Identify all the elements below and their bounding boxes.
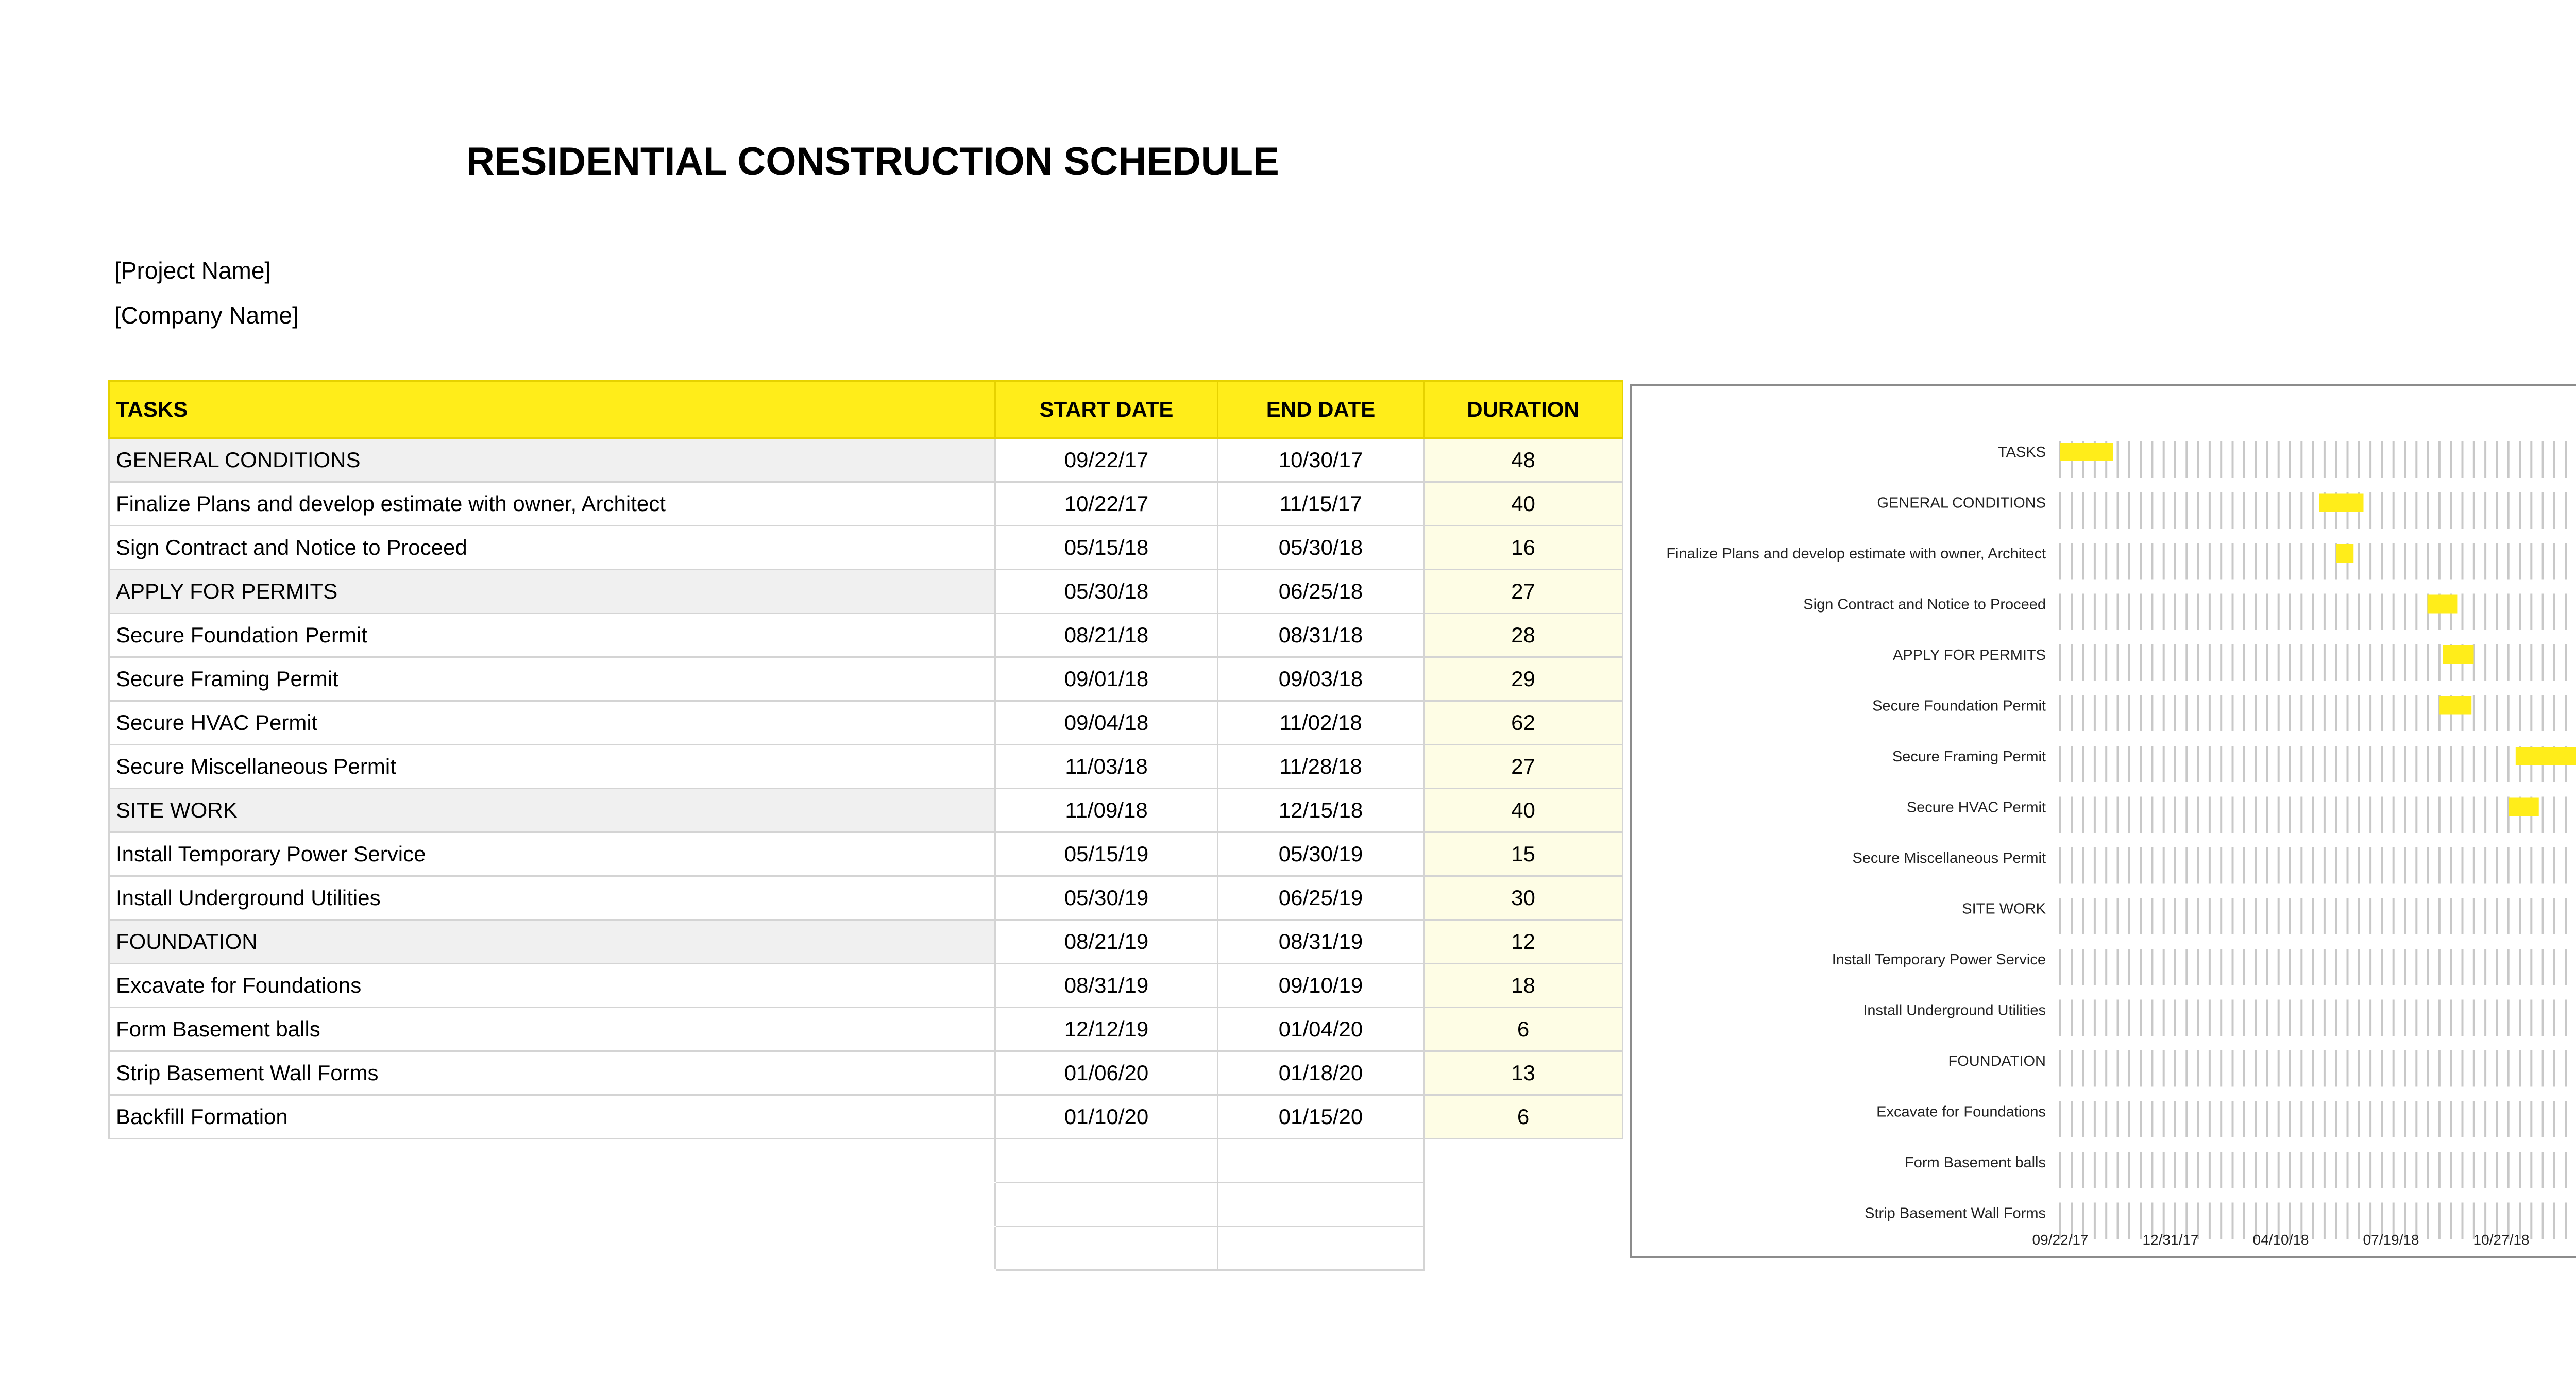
table-row[interactable] [109,1008,1623,1051]
cell-duration[interactable]: 40 [1424,789,1623,832]
table-row[interactable] [109,657,1623,701]
cell-duration[interactable]: 40 [1424,482,1623,526]
blank-date-cell[interactable] [995,1183,1218,1227]
cell-end-date[interactable]: 06/25/19 [1218,876,1424,920]
cell-task[interactable]: Strip Basement Wall Forms [109,1051,995,1095]
gantt-chart-svg [1632,386,2576,1261]
cell-task[interactable]: Sign Contract and Notice to Proceed [109,526,995,570]
cell-start-date[interactable]: 08/21/18 [995,614,1218,657]
project-name: [Project Name] [114,257,272,284]
cell-task[interactable]: Form Basement balls [109,1008,995,1051]
category-label: FOUNDATION [1948,1053,2046,1069]
cell-start-date[interactable]: 08/31/19 [995,964,1218,1008]
cell-end-date[interactable]: 09/10/19 [1218,964,1424,1008]
cell-start-date[interactable]: 11/09/18 [995,789,1218,832]
cell-start-date[interactable]: 09/01/18 [995,657,1218,701]
category-label: SITE WORK [1962,900,2046,917]
cell-duration[interactable]: 30 [1424,876,1623,920]
gantt-bar[interactable] [2336,544,2353,563]
cell-duration[interactable]: 29 [1424,657,1623,701]
cell-duration[interactable]: 12 [1424,920,1623,964]
x-tick-label: 09/22/17 [2032,1232,2089,1248]
category-label: Finalize Plans and develop estimate with owner, Architect [1666,546,2046,562]
blank-cell [1424,1183,1623,1227]
cell-start-date[interactable]: 01/10/20 [995,1095,1218,1139]
gantt-bar[interactable] [2319,494,2364,512]
blank-date-cell[interactable] [995,1227,1218,1270]
cell-end-date[interactable]: 09/03/18 [1218,657,1424,701]
table-row[interactable] [109,482,1623,526]
cell-task[interactable]: Secure Foundation Permit [109,614,995,657]
cell-end-date[interactable]: 08/31/19 [1218,920,1424,964]
cell-duration[interactable]: 28 [1424,614,1623,657]
category-label: Form Basement balls [1905,1154,2046,1171]
table-row[interactable] [109,832,1623,876]
cell-duration[interactable]: 6 [1424,1008,1623,1051]
cell-start-date[interactable]: 09/22/17 [995,438,1218,482]
blank-cell [109,1183,995,1227]
table-row[interactable] [109,1051,1623,1095]
gantt-chart [1630,384,2576,1258]
cell-start-date[interactable]: 12/12/19 [995,1008,1218,1051]
cell-duration[interactable]: 18 [1424,964,1623,1008]
table-row[interactable] [109,438,1623,482]
gantt-bar[interactable] [2443,645,2474,664]
x-tick-label: 04/10/18 [2252,1232,2309,1248]
table-row[interactable] [109,920,1623,964]
cell-duration[interactable]: 27 [1424,745,1623,789]
company-name: [Company Name] [114,302,299,329]
cell-start-date[interactable]: 11/03/18 [995,745,1218,789]
category-label: Excavate for Foundations [1876,1103,2046,1120]
cell-task[interactable]: FOUNDATION [109,920,995,964]
header-start-date[interactable]: START DATE [995,381,1218,438]
cell-end-date[interactable]: 12/15/18 [1218,789,1424,832]
cell-task[interactable]: Secure HVAC Permit [109,701,995,745]
category-label: Strip Basement Wall Forms [1865,1205,2046,1222]
blank-cell [109,1139,995,1183]
x-tick-label: 10/27/18 [2473,1232,2530,1248]
cell-start-date[interactable]: 10/22/17 [995,482,1218,526]
blank-date-cell[interactable] [995,1139,1218,1183]
blank-date-cell[interactable] [1218,1183,1424,1227]
cell-start-date[interactable]: 08/21/19 [995,920,1218,964]
gantt-gridlines [2060,441,2576,1239]
cell-duration[interactable]: 27 [1424,570,1623,614]
cell-end-date[interactable]: 08/31/18 [1218,614,1424,657]
cell-duration[interactable]: 48 [1424,438,1623,482]
category-label: Install Underground Utilities [1863,1002,2046,1019]
cell-start-date[interactable]: 01/06/20 [995,1051,1218,1095]
cell-end-date[interactable]: 01/15/20 [1218,1095,1424,1139]
cell-task[interactable]: Backfill Formation [109,1095,995,1139]
table-header-row [109,381,1623,438]
category-label: Install Temporary Power Service [1832,951,2046,968]
cell-end-date[interactable]: 11/02/18 [1218,701,1424,745]
gantt-bar[interactable] [2509,798,2539,816]
cell-end-date[interactable]: 01/04/20 [1218,1008,1424,1051]
cell-task[interactable]: Finalize Plans and develop estimate with owner, Architect [109,482,995,526]
cell-start-date[interactable]: 05/15/18 [995,526,1218,570]
category-label: TASKS [1998,444,2046,461]
header-duration[interactable]: DURATION [1424,381,1623,438]
cell-task[interactable]: Secure Framing Permit [109,657,995,701]
cell-duration[interactable]: 15 [1424,832,1623,876]
table-row[interactable] [109,745,1623,789]
cell-task[interactable]: Secure Miscellaneous Permit [109,745,995,789]
cell-end-date[interactable]: 05/30/18 [1218,526,1424,570]
table-row[interactable] [109,789,1623,832]
cell-task[interactable]: SITE WORK [109,789,995,832]
header-end-date[interactable]: END DATE [1218,381,1424,438]
cell-start-date[interactable]: 05/30/18 [995,570,1218,614]
page-title: RESIDENTIAL CONSTRUCTION SCHEDULE [466,140,1279,183]
cell-end-date[interactable]: 11/15/17 [1218,482,1424,526]
category-label: GENERAL CONDITIONS [1877,495,2046,512]
category-label: Sign Contract and Notice to Proceed [1803,596,2046,613]
cell-end-date[interactable]: 01/18/20 [1218,1051,1424,1095]
category-label: Secure HVAC Permit [1906,799,2046,816]
table-row[interactable] [109,1095,1623,1139]
schedule-table [108,380,1623,1271]
blank-row[interactable] [109,1227,1623,1270]
blank-row[interactable] [109,1183,1623,1227]
cell-start-date[interactable]: 09/04/18 [995,701,1218,745]
blank-cell [109,1227,995,1270]
cell-task[interactable]: GENERAL CONDITIONS [109,438,995,482]
cell-duration[interactable]: 16 [1424,526,1623,570]
category-label: Secure Framing Permit [1892,748,2046,765]
category-label: Secure Miscellaneous Permit [1852,850,2046,866]
cell-task[interactable]: Install Temporary Power Service [109,832,995,876]
cell-task[interactable]: APPLY FOR PERMITS [109,570,995,614]
cell-task[interactable]: Install Underground Utilities [109,876,995,920]
cell-duration[interactable]: 6 [1424,1095,1623,1139]
table-row[interactable] [109,964,1623,1008]
gantt-bar[interactable] [2439,696,2471,715]
category-label: Secure Foundation Permit [1872,697,2046,714]
x-tick-label: 07/19/18 [2363,1232,2419,1248]
category-label: APPLY FOR PERMITS [1892,647,2046,664]
table-row[interactable] [109,876,1623,920]
table-row[interactable] [109,614,1623,657]
schedule-table-body [109,438,1623,1270]
table-row[interactable] [109,526,1623,570]
cell-end-date[interactable]: 05/30/19 [1218,832,1424,876]
blank-date-cell[interactable] [1218,1227,1424,1270]
x-tick-label: 12/31/17 [2142,1232,2199,1248]
blank-date-cell[interactable] [1218,1139,1424,1183]
cell-duration[interactable]: 13 [1424,1051,1623,1095]
blank-row[interactable] [109,1139,1623,1183]
cell-start-date[interactable]: 05/30/19 [995,876,1218,920]
gantt-bar[interactable] [2060,443,2113,461]
cell-start-date[interactable]: 05/15/19 [995,832,1218,876]
cell-end-date[interactable]: 11/28/18 [1218,745,1424,789]
table-row[interactable] [109,701,1623,745]
blank-cell [1424,1227,1623,1270]
cell-end-date[interactable]: 10/30/17 [1218,438,1424,482]
cell-end-date[interactable]: 06/25/18 [1218,570,1424,614]
cell-task[interactable]: Excavate for Foundations [109,964,995,1008]
gantt-bar[interactable] [2428,595,2458,614]
cell-duration[interactable]: 62 [1424,701,1623,745]
header-tasks[interactable]: TASKS [109,381,995,438]
blank-cell [1424,1139,1623,1183]
table-row[interactable] [109,570,1623,614]
gantt-bar[interactable] [2516,747,2576,765]
